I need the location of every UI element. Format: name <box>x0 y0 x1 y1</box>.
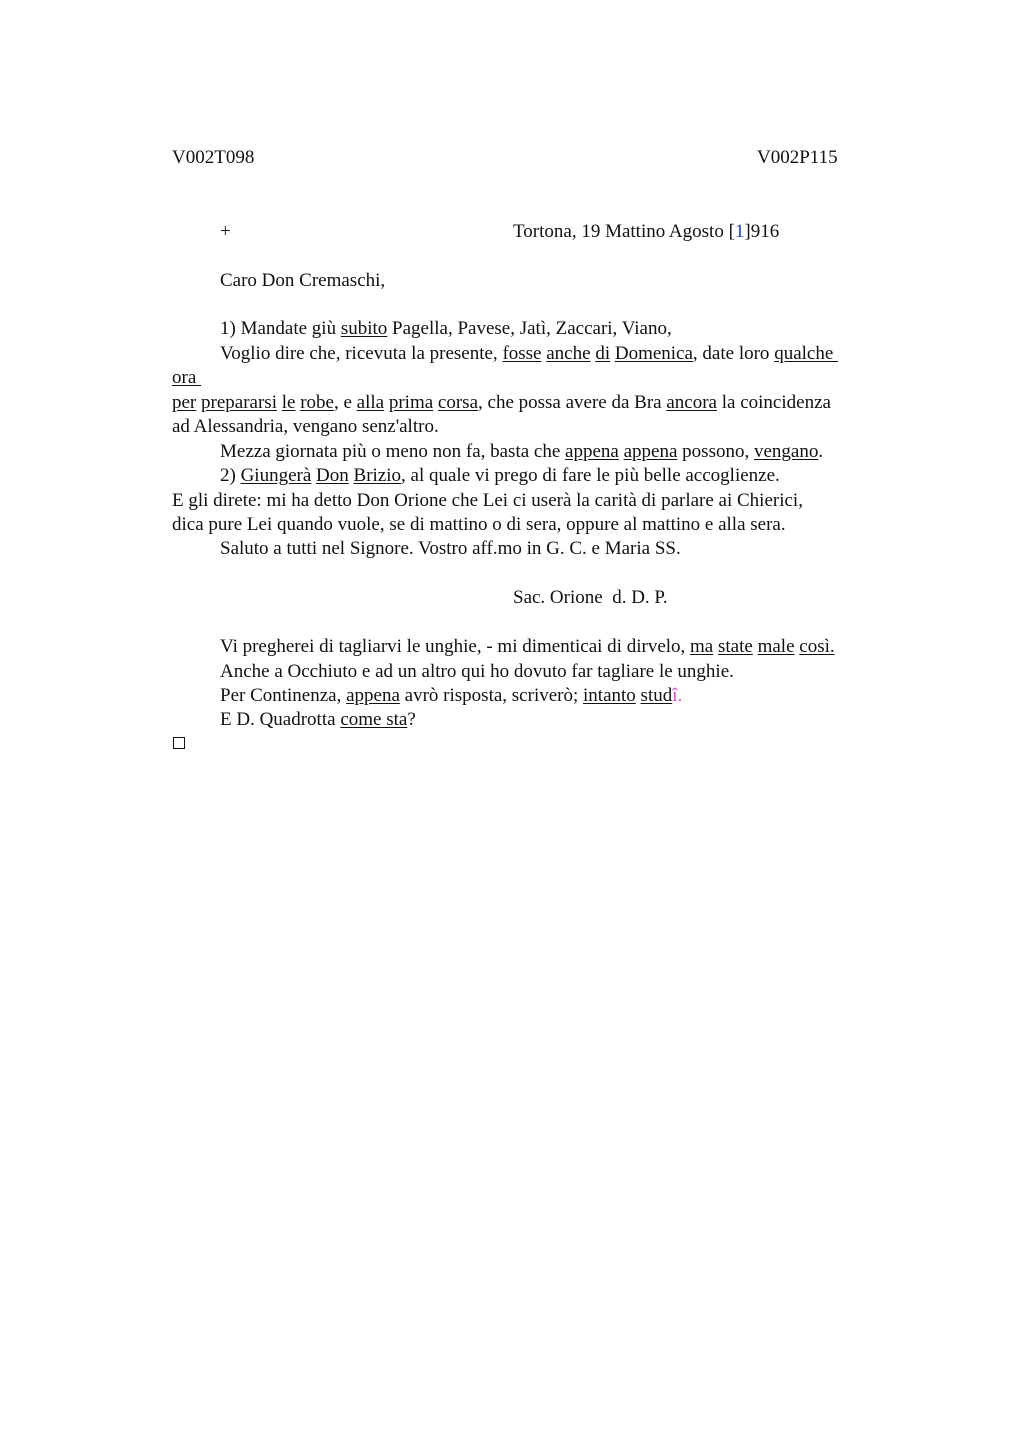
ps-line-4: E D. Quadrotta come sta? <box>220 709 416 730</box>
p1-line-6: Mezza giornata più o meno non fa, basta che appena appena possono, vengano. <box>220 441 824 462</box>
p2-line-3: dica pure Lei quando vuole, se di mattino o di sera, oppure al mattino e alla sera. <box>172 514 786 535</box>
ps-line-2: Anche a Occhiuto e ad un altro qui ho dovuto far tagliare le unghie. <box>220 661 734 682</box>
p1-line-4: per prepararsi le robe, e alla prima corsa, che possa avere da Bra ancora la coincidenza <box>172 392 831 413</box>
p2-line-2: E gli direte: mi ha detto Don Orione che Lei ci userà la carità di parlare ai Chierici, <box>172 490 803 511</box>
header-right-code: V002P115 <box>757 147 838 168</box>
salutation: Caro Don Cremaschi, <box>220 270 386 291</box>
p1-line-5: ad Alessandria, vengano senz'altro. <box>172 416 439 437</box>
ps-line-1: Vi pregherei di tagliarvi le unghie, - mi dimenticai di dirvelo, ma state male così. <box>220 636 835 657</box>
signature: Sac. Orione d. D. P. <box>513 587 668 608</box>
place-date: Tortona, 19 Mattino Agosto [1]916 <box>513 221 780 242</box>
editorial-mark: î. <box>672 685 683 706</box>
p1-line-3: ora <box>172 367 202 388</box>
bracket-digit: 1 <box>734 221 745 242</box>
closing: Saluto a tutti nel Signore. Vostro aff.mo in G. C. e Maria SS. <box>220 538 681 559</box>
p2-line-1: 2) Giungerà Don Brizio, al quale vi prego di fare le più belle accoglienze. <box>220 465 780 486</box>
header-left-code: V002T098 <box>172 147 255 168</box>
ps-line-3: Per Continenza, appena avrò risposta, scriverò; intanto studî. <box>220 685 683 706</box>
p1-line-2: Voglio dire che, ricevuta la presente, fosse anche di Domenica, date loro qualche <box>220 343 839 364</box>
cross-symbol: + <box>220 221 231 242</box>
end-box-icon <box>173 737 185 749</box>
p1-line-1: 1) Mandate giù subito Pagella, Pavese, Jatì, Zaccari, Viano, <box>220 318 672 339</box>
